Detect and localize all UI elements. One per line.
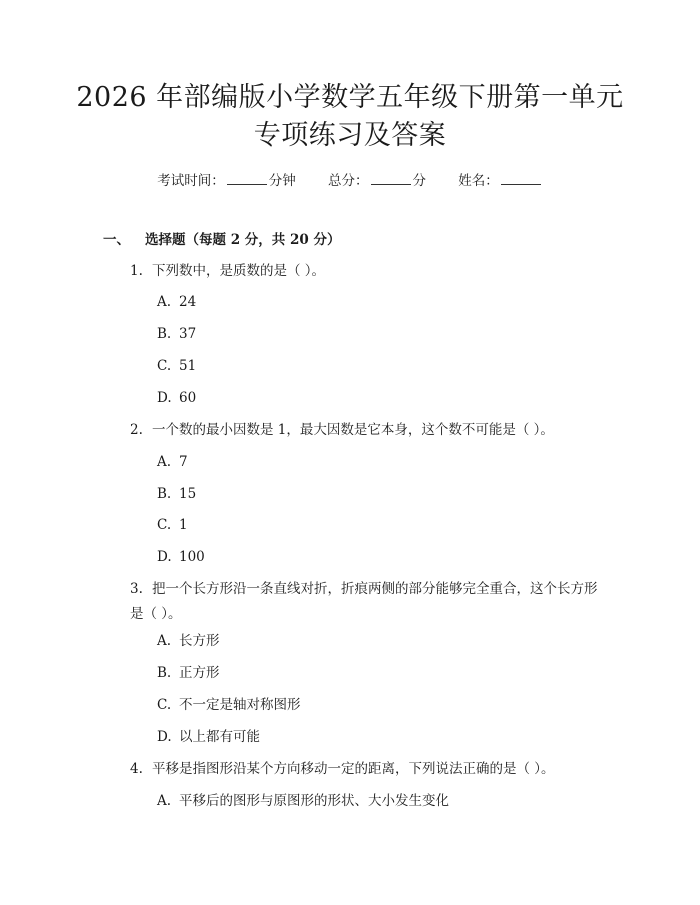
exam-time-unit: 分钟 bbox=[268, 173, 296, 189]
question-1-option-c bbox=[157, 357, 196, 375]
option-text: 平移后的图形与原图形的形状、大小发生变化 bbox=[179, 793, 449, 809]
option-letter: B. bbox=[157, 326, 172, 342]
exam-time-label: 考试时间： bbox=[157, 173, 225, 189]
option-letter: A. bbox=[157, 294, 172, 310]
student-name-field bbox=[458, 170, 543, 190]
option-letter: A. bbox=[157, 633, 172, 649]
total-score-field bbox=[328, 170, 426, 190]
option-letter: B. bbox=[157, 665, 172, 681]
total-score-blank bbox=[371, 170, 411, 185]
exam-time-blank bbox=[227, 170, 267, 185]
option-text: 7 bbox=[179, 454, 188, 470]
question-3-option-b bbox=[157, 664, 220, 682]
question-text: 下列数中，是质数的是（ ）。 bbox=[152, 263, 326, 279]
option-text: 100 bbox=[179, 549, 205, 565]
option-letter: A. bbox=[157, 454, 172, 470]
question-text: 一个数的最小因数是 1，最大因数是它本身，这个数不可能是（ ）。 bbox=[152, 422, 554, 438]
total-score-label: 总分： bbox=[328, 173, 369, 189]
question-1 bbox=[130, 259, 600, 284]
question-3 bbox=[130, 577, 600, 627]
option-text: 长方形 bbox=[179, 633, 220, 649]
question-1-option-a bbox=[157, 293, 196, 311]
option-text: 60 bbox=[179, 390, 197, 406]
option-text: 37 bbox=[179, 326, 197, 342]
question-2-option-a bbox=[157, 453, 188, 471]
option-letter: D. bbox=[157, 549, 172, 565]
question-text: 把一个长方形沿一条直线对折，折痕两侧的部分能够完全重合，这个长方形是（ ）。 bbox=[130, 581, 598, 622]
document-title-line-2: 专项练习及答案 bbox=[253, 120, 447, 151]
section-heading bbox=[103, 231, 340, 249]
option-text: 1 bbox=[179, 517, 188, 533]
student-name-label: 姓名： bbox=[458, 173, 499, 189]
option-text: 不一定是轴对称图形 bbox=[179, 697, 301, 713]
question-number: 2. bbox=[130, 422, 143, 438]
option-text: 24 bbox=[179, 294, 197, 310]
option-text: 以上都有可能 bbox=[179, 729, 260, 745]
option-letter: A. bbox=[157, 793, 172, 809]
exam-time-field bbox=[157, 170, 296, 190]
option-letter: C. bbox=[157, 517, 172, 533]
option-text: 15 bbox=[179, 486, 197, 502]
question-1-option-b bbox=[157, 325, 196, 343]
section-title: 选择题（每题 2 分，共 20 分） bbox=[145, 232, 341, 248]
question-4 bbox=[130, 757, 600, 782]
question-number: 1. bbox=[130, 263, 143, 279]
question-1-option-d bbox=[157, 389, 196, 407]
option-letter: D. bbox=[157, 729, 172, 745]
document-title-line-1: 2026 年部编版小学数学五年级下册第一单元 bbox=[76, 82, 624, 113]
question-3-option-d bbox=[157, 728, 260, 746]
option-letter: B. bbox=[157, 486, 172, 502]
question-text: 平移是指图形沿某个方向移动一定的距离，下列说法正确的是（ ）。 bbox=[152, 761, 555, 777]
question-2 bbox=[130, 418, 600, 443]
question-number: 3. bbox=[130, 581, 143, 597]
option-letter: D. bbox=[157, 390, 172, 406]
question-number: 4. bbox=[130, 761, 143, 777]
section-number: 一、 bbox=[103, 232, 130, 248]
question-2-option-d bbox=[157, 548, 205, 566]
student-name-blank bbox=[501, 170, 541, 185]
total-score-unit: 分 bbox=[412, 173, 426, 189]
question-4-option-a bbox=[157, 792, 449, 810]
question-3-option-c bbox=[157, 696, 301, 714]
option-text: 正方形 bbox=[179, 665, 220, 681]
option-text: 51 bbox=[179, 358, 197, 374]
question-3-option-a bbox=[157, 632, 220, 650]
option-letter: C. bbox=[157, 697, 172, 713]
question-2-option-c bbox=[157, 516, 188, 534]
option-letter: C. bbox=[157, 358, 172, 374]
exam-info-row bbox=[0, 170, 700, 190]
question-2-option-b bbox=[157, 485, 196, 503]
